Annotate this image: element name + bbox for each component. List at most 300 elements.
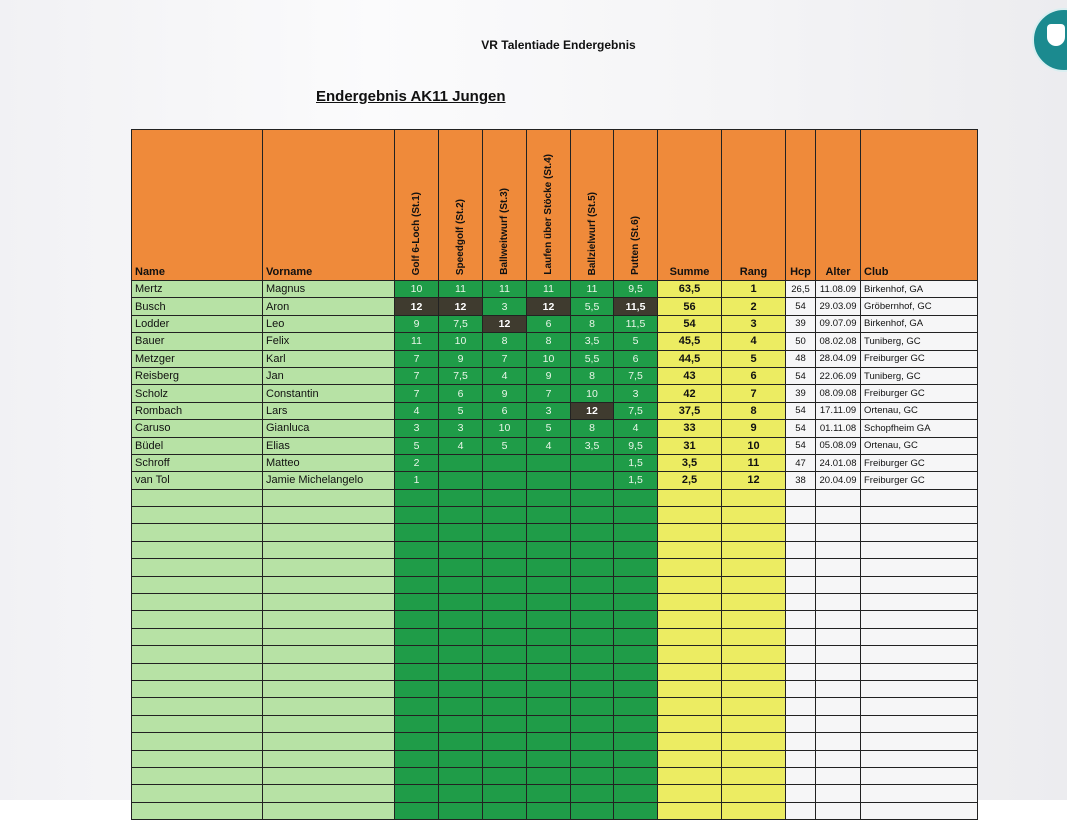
cell-club: Freiburger GC <box>861 472 978 489</box>
cell-age <box>816 611 861 628</box>
cell-sum <box>658 767 722 784</box>
cell-age <box>816 576 861 593</box>
cell-st5 <box>571 628 614 645</box>
cell-st4 <box>527 680 571 697</box>
cell-st3: 11 <box>483 281 527 298</box>
cell-age <box>816 559 861 576</box>
cell-st4 <box>527 594 571 611</box>
cell-st1: 2 <box>395 454 439 471</box>
cell-first <box>263 802 395 819</box>
table-row <box>132 315 978 332</box>
cell-club <box>861 663 978 680</box>
cell-age <box>816 767 861 784</box>
cell-first: Gianluca <box>263 420 395 437</box>
cell-st6: 11,5 <box>614 298 658 315</box>
cell-name <box>132 628 263 645</box>
cell-age: 05.08.09 <box>816 437 861 454</box>
cell-first <box>263 663 395 680</box>
cell-st3: 6 <box>483 402 527 419</box>
cell-rank: 9 <box>722 420 786 437</box>
cell-rank: 2 <box>722 298 786 315</box>
cell-st6 <box>614 507 658 524</box>
cell-sum: 43 <box>658 367 722 384</box>
cell-st5: 12 <box>571 402 614 419</box>
cell-name <box>132 611 263 628</box>
cell-club <box>861 576 978 593</box>
cell-st3: 12 <box>483 315 527 332</box>
cell-st4: 4 <box>527 437 571 454</box>
cell-rank <box>722 680 786 697</box>
cell-rank <box>722 698 786 715</box>
table-row <box>132 420 978 437</box>
cell-club <box>861 767 978 784</box>
cell-sum <box>658 507 722 524</box>
cell-st3 <box>483 576 527 593</box>
cell-rank: 5 <box>722 350 786 367</box>
cell-st3 <box>483 767 527 784</box>
cell-club: Gröbernhof, GC <box>861 298 978 315</box>
table-row <box>132 437 978 454</box>
cell-hcp <box>786 576 816 593</box>
cell-st3 <box>483 802 527 819</box>
cell-sum: 42 <box>658 385 722 402</box>
cell-sum: 63,5 <box>658 281 722 298</box>
cell-st3 <box>483 454 527 471</box>
cell-age <box>816 698 861 715</box>
cell-st1 <box>395 767 439 784</box>
cell-name <box>132 507 263 524</box>
cell-st2 <box>439 454 483 471</box>
cell-st4: 6 <box>527 315 571 332</box>
cell-st4 <box>527 767 571 784</box>
cell-first: Matteo <box>263 454 395 471</box>
cell-st6: 6 <box>614 350 658 367</box>
empty-table-row <box>132 576 978 593</box>
cell-name <box>132 489 263 506</box>
cell-st3 <box>483 524 527 541</box>
cell-club: Ortenau, GC <box>861 437 978 454</box>
cell-st1 <box>395 802 439 819</box>
cell-st3 <box>483 733 527 750</box>
empty-table-row <box>132 594 978 611</box>
cell-st3 <box>483 489 527 506</box>
cell-st1: 12 <box>395 298 439 315</box>
cell-st6: 11,5 <box>614 315 658 332</box>
cell-name <box>132 559 263 576</box>
cell-rank <box>722 594 786 611</box>
col-header-hcp: Hcp <box>786 130 816 281</box>
cell-club <box>861 489 978 506</box>
cell-st2 <box>439 715 483 732</box>
cell-st4: 8 <box>527 333 571 350</box>
cell-hcp: 47 <box>786 454 816 471</box>
cell-st5: 5,5 <box>571 298 614 315</box>
cell-first <box>263 715 395 732</box>
cell-hcp: 38 <box>786 472 816 489</box>
cell-st4 <box>527 663 571 680</box>
cell-age: 01.11.08 <box>816 420 861 437</box>
cell-st1 <box>395 733 439 750</box>
cell-st6: 3 <box>614 385 658 402</box>
col-header-name: Name <box>132 130 263 281</box>
cell-hcp <box>786 802 816 819</box>
col-header-st4: Laufen über Stöcke (St.4) <box>527 130 571 281</box>
cell-name: Busch <box>132 298 263 315</box>
cell-st3: 7 <box>483 350 527 367</box>
cell-st6 <box>614 576 658 593</box>
cell-st1: 5 <box>395 437 439 454</box>
cell-st3: 4 <box>483 367 527 384</box>
cell-hcp: 39 <box>786 385 816 402</box>
col-header-st5: Ballzielwurf (St.5) <box>571 130 614 281</box>
cell-st3: 5 <box>483 437 527 454</box>
cell-club: Tuniberg, GC <box>861 367 978 384</box>
cell-st2 <box>439 646 483 663</box>
cell-st3 <box>483 541 527 558</box>
cell-age <box>816 733 861 750</box>
cell-st5: 8 <box>571 367 614 384</box>
cell-st1 <box>395 715 439 732</box>
cell-first <box>263 646 395 663</box>
cell-st6 <box>614 559 658 576</box>
col-header-st1: Golf 6-Loch (St.1) <box>395 130 439 281</box>
cell-sum: 33 <box>658 420 722 437</box>
table-row <box>132 385 978 402</box>
cell-first: Leo <box>263 315 395 332</box>
cell-st4 <box>527 541 571 558</box>
cell-sum <box>658 576 722 593</box>
cell-sum: 2,5 <box>658 472 722 489</box>
cell-rank <box>722 611 786 628</box>
cell-hcp <box>786 750 816 767</box>
empty-table-row <box>132 715 978 732</box>
empty-table-row <box>132 767 978 784</box>
cell-first <box>263 628 395 645</box>
cell-st1 <box>395 489 439 506</box>
cell-st5 <box>571 663 614 680</box>
cell-club: Tuniberg, GC <box>861 333 978 350</box>
empty-table-row <box>132 541 978 558</box>
cell-st4 <box>527 715 571 732</box>
cell-sum <box>658 733 722 750</box>
cell-st6 <box>614 733 658 750</box>
results-table <box>131 129 978 820</box>
cell-club <box>861 715 978 732</box>
cell-st5 <box>571 454 614 471</box>
cell-sum <box>658 802 722 819</box>
cell-hcp: 26,5 <box>786 281 816 298</box>
cell-st2 <box>439 489 483 506</box>
cell-st3 <box>483 559 527 576</box>
cell-sum: 45,5 <box>658 333 722 350</box>
cell-st4: 5 <box>527 420 571 437</box>
empty-table-row <box>132 611 978 628</box>
empty-table-row <box>132 646 978 663</box>
cell-club <box>861 541 978 558</box>
cell-st2: 10 <box>439 333 483 350</box>
empty-table-row <box>132 733 978 750</box>
cell-rank <box>722 733 786 750</box>
cell-age <box>816 715 861 732</box>
table-row <box>132 402 978 419</box>
cell-st3 <box>483 628 527 645</box>
cell-st2 <box>439 594 483 611</box>
col-header-rank: Rang <box>722 130 786 281</box>
cell-hcp: 54 <box>786 298 816 315</box>
cell-sum: 3,5 <box>658 454 722 471</box>
empty-table-row <box>132 663 978 680</box>
cell-first <box>263 524 395 541</box>
cell-rank <box>722 541 786 558</box>
empty-table-row <box>132 698 978 715</box>
cell-first <box>263 698 395 715</box>
cell-name <box>132 698 263 715</box>
cell-age: 20.04.09 <box>816 472 861 489</box>
cell-age: 28.04.09 <box>816 350 861 367</box>
cell-club <box>861 611 978 628</box>
cell-club: Schopfheim GA <box>861 420 978 437</box>
cell-rank: 11 <box>722 454 786 471</box>
cell-hcp <box>786 767 816 784</box>
cell-first: Magnus <box>263 281 395 298</box>
cell-st3 <box>483 698 527 715</box>
cell-st1 <box>395 541 439 558</box>
cell-st2 <box>439 663 483 680</box>
cell-name: Metzger <box>132 350 263 367</box>
cell-rank <box>722 507 786 524</box>
cell-st5: 11 <box>571 281 614 298</box>
cell-age <box>816 663 861 680</box>
cell-rank: 3 <box>722 315 786 332</box>
cell-sum <box>658 715 722 732</box>
cell-st2 <box>439 698 483 715</box>
cell-hcp <box>786 698 816 715</box>
cell-st5 <box>571 646 614 663</box>
cell-st6: 4 <box>614 420 658 437</box>
empty-table-row <box>132 559 978 576</box>
cell-st1: 7 <box>395 385 439 402</box>
cell-club: Freiburger GC <box>861 350 978 367</box>
cell-sum <box>658 680 722 697</box>
cell-age: 08.09.08 <box>816 385 861 402</box>
empty-table-row <box>132 680 978 697</box>
cell-st1 <box>395 680 439 697</box>
cell-club <box>861 646 978 663</box>
cell-rank: 4 <box>722 333 786 350</box>
cell-st2 <box>439 733 483 750</box>
cell-hcp: 48 <box>786 350 816 367</box>
empty-table-row <box>132 507 978 524</box>
cell-name: van Tol <box>132 472 263 489</box>
cell-st3: 10 <box>483 420 527 437</box>
cell-age: 17.11.09 <box>816 402 861 419</box>
cell-st1 <box>395 628 439 645</box>
cell-st2 <box>439 611 483 628</box>
cell-age: 09.07.09 <box>816 315 861 332</box>
cell-st6: 1,5 <box>614 454 658 471</box>
cell-sum <box>658 524 722 541</box>
cell-st5 <box>571 472 614 489</box>
cell-st2: 12 <box>439 298 483 315</box>
cell-st6: 9,5 <box>614 281 658 298</box>
cell-hcp <box>786 541 816 558</box>
cell-st6 <box>614 698 658 715</box>
cell-age <box>816 541 861 558</box>
cell-sum <box>658 611 722 628</box>
cell-hcp: 54 <box>786 402 816 419</box>
cell-st1 <box>395 646 439 663</box>
empty-table-row <box>132 802 978 819</box>
cell-hcp: 54 <box>786 420 816 437</box>
cell-st3 <box>483 680 527 697</box>
cell-name <box>132 750 263 767</box>
cell-sum: 44,5 <box>658 350 722 367</box>
cell-st6 <box>614 611 658 628</box>
cell-st3 <box>483 663 527 680</box>
cell-first <box>263 680 395 697</box>
cell-first: Elias <box>263 437 395 454</box>
cell-st2 <box>439 802 483 819</box>
cell-sum <box>658 750 722 767</box>
cell-sum <box>658 646 722 663</box>
cell-club <box>861 698 978 715</box>
cell-hcp <box>786 715 816 732</box>
cell-hcp <box>786 646 816 663</box>
table-row <box>132 333 978 350</box>
cell-hcp <box>786 524 816 541</box>
cell-st2: 3 <box>439 420 483 437</box>
cell-st2: 7,5 <box>439 367 483 384</box>
cell-rank <box>722 524 786 541</box>
cell-st2 <box>439 541 483 558</box>
cell-st6 <box>614 750 658 767</box>
cell-rank <box>722 802 786 819</box>
col-header-age: Alter <box>816 130 861 281</box>
cell-first <box>263 541 395 558</box>
cell-st3 <box>483 594 527 611</box>
cell-club <box>861 802 978 819</box>
cell-name <box>132 680 263 697</box>
table-row <box>132 281 978 298</box>
cell-age <box>816 802 861 819</box>
cell-first: Lars <box>263 402 395 419</box>
cell-st5 <box>571 541 614 558</box>
cell-first: Aron <box>263 298 395 315</box>
cell-st1 <box>395 663 439 680</box>
cell-first <box>263 489 395 506</box>
cell-rank <box>722 663 786 680</box>
cell-st5 <box>571 698 614 715</box>
cell-st5 <box>571 750 614 767</box>
cell-st6 <box>614 594 658 611</box>
cell-first: Felix <box>263 333 395 350</box>
cell-st1: 1 <box>395 472 439 489</box>
table-row <box>132 472 978 489</box>
cell-name: Schroff <box>132 454 263 471</box>
cell-hcp: 39 <box>786 315 816 332</box>
cell-st4 <box>527 628 571 645</box>
cell-club <box>861 594 978 611</box>
cell-age <box>816 750 861 767</box>
cell-age <box>816 489 861 506</box>
cell-st1 <box>395 559 439 576</box>
cell-first <box>263 594 395 611</box>
cell-st1 <box>395 576 439 593</box>
cell-age <box>816 680 861 697</box>
cell-age: 29.03.09 <box>816 298 861 315</box>
cell-st3: 3 <box>483 298 527 315</box>
cell-rank: 8 <box>722 402 786 419</box>
cell-st2 <box>439 628 483 645</box>
cell-club <box>861 507 978 524</box>
cell-st4: 10 <box>527 350 571 367</box>
empty-table-row <box>132 750 978 767</box>
cell-first <box>263 507 395 524</box>
cell-st3 <box>483 472 527 489</box>
cell-first <box>263 733 395 750</box>
cell-club <box>861 750 978 767</box>
cell-st5: 10 <box>571 385 614 402</box>
cell-st6 <box>614 541 658 558</box>
cell-st5 <box>571 524 614 541</box>
cell-st5 <box>571 489 614 506</box>
cell-st4 <box>527 576 571 593</box>
cell-st4 <box>527 750 571 767</box>
cell-st2 <box>439 472 483 489</box>
cell-st5: 8 <box>571 420 614 437</box>
document-header: VR Talentiade Endergebnis <box>481 38 636 52</box>
cell-st6: 7,5 <box>614 402 658 419</box>
cell-st6 <box>614 663 658 680</box>
cell-st4 <box>527 472 571 489</box>
cell-st5 <box>571 733 614 750</box>
cell-st2: 9 <box>439 350 483 367</box>
table-row <box>132 350 978 367</box>
cell-st3 <box>483 507 527 524</box>
cell-name <box>132 594 263 611</box>
cell-first: Jan <box>263 367 395 384</box>
cell-sum <box>658 594 722 611</box>
cell-st5 <box>571 802 614 819</box>
cell-rank <box>722 646 786 663</box>
cell-st3: 8 <box>483 333 527 350</box>
cell-hcp <box>786 628 816 645</box>
col-header-club: Club <box>861 130 978 281</box>
cell-age: 22.06.09 <box>816 367 861 384</box>
cell-st4 <box>527 646 571 663</box>
cell-sum <box>658 628 722 645</box>
cell-name: Büdel <box>132 437 263 454</box>
cell-st4 <box>527 802 571 819</box>
cell-first <box>263 611 395 628</box>
cell-rank <box>722 576 786 593</box>
cell-age: 24.01.08 <box>816 454 861 471</box>
cell-st2 <box>439 680 483 697</box>
cell-st5: 8 <box>571 315 614 332</box>
cell-name: Mertz <box>132 281 263 298</box>
cell-st4: 3 <box>527 402 571 419</box>
cell-sum: 54 <box>658 315 722 332</box>
cell-st1 <box>395 698 439 715</box>
cell-club: Birkenhof, GA <box>861 315 978 332</box>
cell-sum <box>658 541 722 558</box>
cell-st4 <box>527 611 571 628</box>
cell-st2 <box>439 559 483 576</box>
cell-st1: 4 <box>395 402 439 419</box>
cell-st1: 9 <box>395 315 439 332</box>
cell-club <box>861 733 978 750</box>
cell-st6 <box>614 715 658 732</box>
